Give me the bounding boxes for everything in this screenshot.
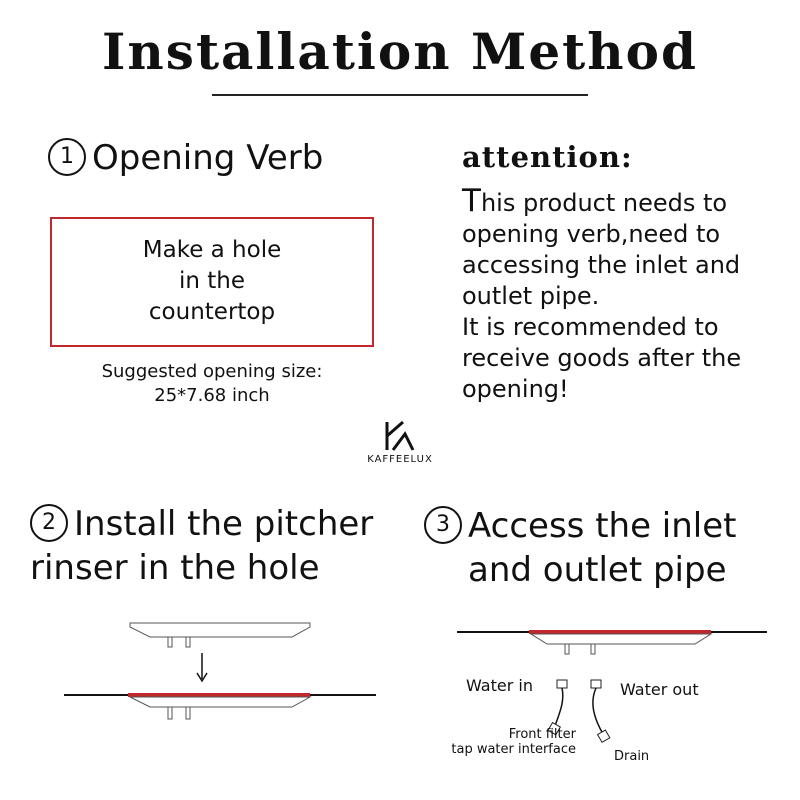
rinser-insert-diagram: [60, 615, 380, 725]
step3-heading-line: and outlet pipe: [468, 550, 727, 590]
step2-heading-line: rinser in the hole: [30, 548, 320, 588]
attention-line: receive goods after the: [462, 344, 742, 372]
floating-rinser: [130, 623, 310, 647]
logo-wordmark: KAFFEELUX: [367, 454, 433, 465]
attention-body: [462, 183, 792, 405]
step2-number-badge: 2: [30, 504, 68, 542]
box-line: Make a hole: [142, 237, 282, 263]
attention-line: accessing the inlet and: [462, 251, 741, 279]
attention-heading: attention:: [462, 140, 633, 174]
suggest-label: Suggested opening size:: [101, 361, 323, 382]
step3-number-badge: 3: [424, 506, 462, 544]
attention-line: This product needs to: [462, 183, 728, 219]
kaffeelux-logo-icon: [383, 420, 417, 452]
hole-instruction-box: [50, 217, 374, 347]
drain-label: Drain: [614, 749, 650, 764]
suggest-value: 25*7.68 inch: [154, 385, 270, 406]
title-underline: [212, 94, 588, 96]
step3-heading-line: Access the inlet: [468, 506, 737, 546]
box-line: countertop: [148, 299, 276, 325]
step3-heading: [424, 504, 737, 592]
step1-number-badge: 1: [48, 138, 86, 176]
attention-line: opening verb,need to: [462, 220, 721, 248]
step2-heading: [30, 502, 373, 590]
attention-line: It is recommended to: [462, 313, 719, 341]
attention-line: opening!: [462, 375, 569, 403]
water-in-label: Water in: [466, 676, 533, 695]
front-filter-label: Front filter tap water interface: [451, 727, 576, 757]
step2-heading-line: Install the pitcher: [74, 504, 374, 544]
step1-heading-text: Opening Verb: [92, 138, 324, 178]
box-line: in the: [178, 268, 246, 294]
hole-instruction-text: [52, 235, 372, 328]
attention-line: outlet pipe.: [462, 282, 600, 310]
step1-heading: [48, 136, 323, 180]
page-title: Installation Method: [102, 22, 698, 81]
suggested-opening-size: [50, 360, 374, 408]
attention-first-letter: T: [462, 183, 481, 219]
water-out-label: Water out: [620, 680, 699, 699]
